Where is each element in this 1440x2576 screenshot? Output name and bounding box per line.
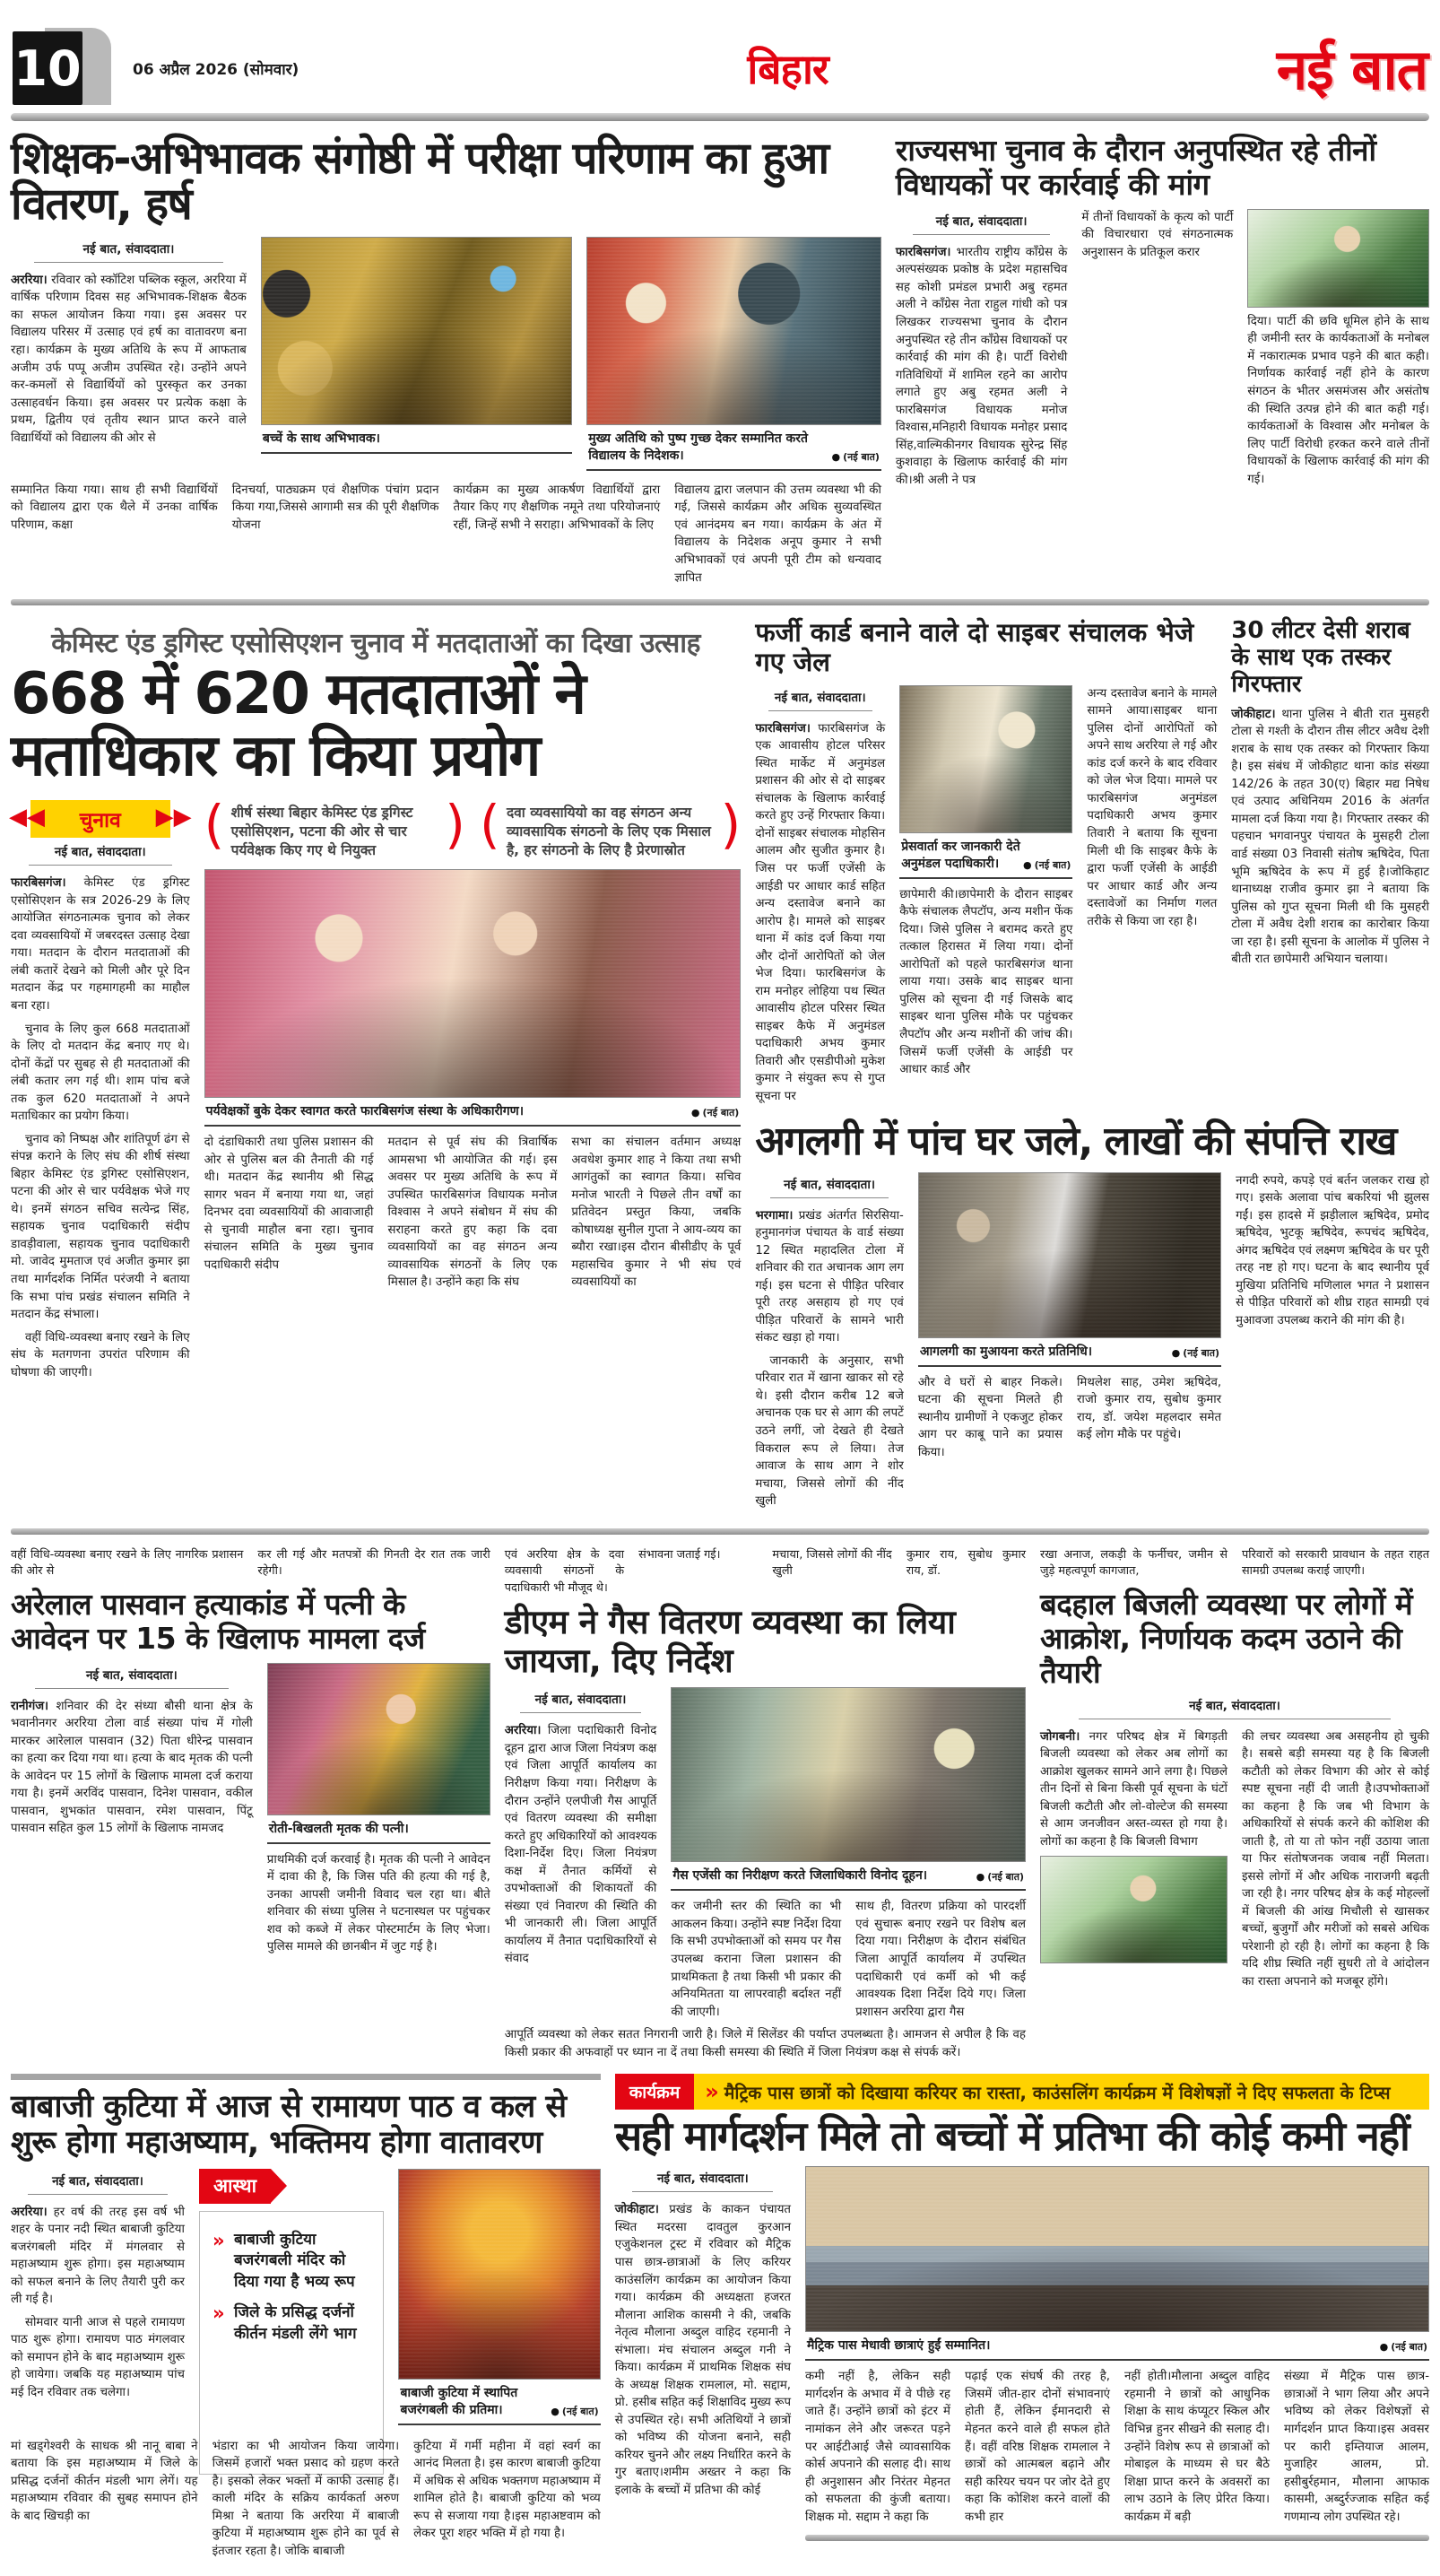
continuation-text: रखा अनाज, लकड़ी के फर्नीचर, जमीन से जुड़े महत्वपूर्ण कागजात,: [1040, 1547, 1227, 1579]
photo-caption: आगलगी का मुआयना करते प्रतिनिधि।: [919, 1344, 1093, 1359]
pull-quote: ( दवा व्यवसायियो का वह संगठन अन्य व्यावसायिक संगठनो के लिए एक मिसाल है, हर संगठनो के लिए है प्रेरणास्रोत ): [480, 800, 741, 860]
article-lede: प्रखंड अंतर्गत सिरसिया-हनुमानगंज पंचायत के वार्ड संख्या 12 स्थित महादलित टोला में शनिवार की रात अचानक आग लग गई। इस घटना से पीड़ित परिवार पूरी तरह असहाय हो गए एवं पीड़ित परिवारों के सामने भारी संकट खड़ा हो गया।: [755, 1208, 904, 1345]
dateline: जोकीहाट।: [614, 2203, 659, 2217]
photo-caption: प्रेसवार्ता कर जानकारी देते अनुमंडल पदाधिकारी।: [901, 839, 1020, 871]
article-headline: शिक्षक-अभिभावक संगोष्ठी में परीक्षा परिणाम का हुआ वितरण, हर्ष: [11, 133, 828, 231]
photo-block: [586, 237, 881, 478]
continuation-text: परिवारों को सरकारी प्रावधान के तहत राहत सामग्री उपलब्ध कराई जाएगी।: [1242, 1547, 1429, 1579]
article-column: [1242, 1728, 1429, 1991]
article-column: [1247, 209, 1429, 494]
photo-credit: ● (नई बात): [551, 2405, 599, 2417]
article-column: नहीं होती।मौलाना अब्दुल वाहिद रहमानी ने छात्रों को आधुनिक शिक्षा के साथ कंप्यूटर स्किल और विभिन्न हुनर सीखने की सलाह दी। उन्होंने विशेष रूप से छात्राओं को मोबाइल के माध्यम से घर बैठे शिक्षा प्राप्त करने के अवसरों का लाभ उठाने के लिए प्रेरित किया। कार्यक्रम में बड़ी: [1124, 2370, 1270, 2524]
article-column: [1040, 1728, 1227, 1991]
continuation-text: एवं अररिया क्षेत्र के दवा व्यवसायी संगठनों के पदाधिकारी भी मौजूद थे।: [504, 1547, 625, 1595]
article-column: प्राथमिकी दर्ज करवाई है। मृतक की पत्नी ने आवेदन में दावा की है, कि जिस पति की हत्या की गई है, उनका आपसी जमीनी विवाद चल रहा था। बीते शनिवार की संध्या पुलिस ने घटनास्थल पर पहुंचकर शव को कब्जे में लेकर पोस्टमार्टम के लिए भेजा। पुलिस मामले की छानबीन में जुट गई है।: [266, 1852, 490, 1954]
credit-bullet-icon: ●: [1023, 858, 1032, 871]
photo-block: [671, 1687, 1026, 2021]
photo-credit: ● (नई बात): [1171, 1346, 1220, 1359]
article-lede: भारतीय राष्ट्रीय काँग्रेस के अल्पसंख्यक प्रकोष्ठ के प्रदेश महासचिव सह कोशी प्रमंडल प्रभारी अबु रहमत अली ने काँग्रेस नेता राहुल गांधी को पत्र लिखकर राज्यसभा चुनाव के दौरान अनुपस्थित रहे तीन काँग्रेस विधायकों पर कार्रवाई की मांग की है। पार्टी विरोधी गतिविधियों में शामिल रहने का आरोप लगाते हुए अबु रहमत अली ने फारबिसगंज विधायक मनोज विश्वास,मनिहारी विधायक मनोहर प्रसाद सिंह,वाल्मिकीनगर विधायक सुरेन्द्र सिंह कुशवाहा के खिलाफ कार्रवाई की मांग की।श्री अली ने पत्र: [895, 245, 1068, 487]
article-career-counselling: [615, 2074, 1429, 2560]
article-main-block: [204, 800, 742, 1387]
byline: नई बात, संवाददाता।: [770, 1176, 889, 1198]
article-bottom-bar: [805, 2535, 1429, 2541]
photo-caption: मैट्रिक पास मेधावी छात्राएं हुईं सम्मानित।: [807, 2338, 991, 2354]
photo-caption: रोती-बिखलती मृतक की पत्नी।: [268, 1821, 409, 1836]
article-headline: बाबाजी कुटिया में आज से रामायण पाठ व कल से शुरू होगा महाअष्याम, भक्तिमय होगा वातावरण: [11, 2089, 567, 2162]
strap-headline: केमिस्ट एंड ड्रगिस्ट एसोसिएशन चुनाव में मतदाताओं का दिखा उत्साह: [51, 628, 700, 660]
article-column: कमी नहीं है, लेकिन सही मार्गदर्शन के अभाव में वे पीछे रह जाते हैं। उन्होंने छात्रों को इंटर में नामांकन लेने और जरूरत पड़ने पर आईटीआई जैसे व्यावसायिक कोर्स अपनाने की सलाह दी। साथ ही अनुशासन और निरंतर मेहनत को सफलता की कुंजी बताया। शिक्षक मो. सद्दाम ने कहा कि: [805, 2370, 950, 2524]
article-column: और वे घरों से बाहर निकले। घटना की सूचना मिलते ही स्थानीय ग्रामीणों ने एकजुट होकर आग पर काबू पाने का प्रयास किया।: [917, 1375, 1063, 1459]
masthead-logo: नई बात: [1276, 37, 1427, 102]
page-date: 06 अप्रैल 2026 (सोमवार): [133, 60, 299, 79]
article-text: चुनाव को निष्पक्ष और शांतिपूर्ण ढंग से संपन्न कराने के लिए संघ की शीर्ष संस्था बिहार केमिस्ट एंड ड्रगिस्ट एसोसिएशन, पटना की ओर से चार पर्यवेक्षक भेजे गए थे। इनमें संगठन सचिव सत्येन्द्र सिंह, सहायक चुनाव पदाधिकारी संदीप डावड़ीवाला, सहायक चुनाव पदाधिकारी मो. जावेद मुमताज एवं अजीत कुमार झा तथा मार्गदर्शक निर्मित परंजयी ने बताया कि सभा पांच प्रखंड संचालन समिति ने मतदान केंद्र संभाला।: [11, 1132, 190, 1322]
article-column: [1087, 685, 1217, 1111]
observers-welcome-photo: [204, 869, 742, 1098]
article-text: जानकारी के अनुसार, सभी परिवार रात में खाना खाकर सो रहे थे। इसी दौरान करीब 12 बजे अचानक एक घर से आग की लपटें उठने लगीं, जो देखते ही देखते विकराल रूप ले लिया। तेज आवाज के साथ आग ने शोर मचाया, जिससे लोगों की नींद खुली: [755, 1353, 904, 1509]
article-headline: अगलगी में पांच घर जले, लाखों की संपत्ति राख: [755, 1118, 1396, 1165]
article-column: मतदान से पूर्व संघ की त्रिवार्षिक आमसभा भी आयोजित की गई। इस अवसर पर मुख्य अतिथि के रूप में उपस्थित फारबिसगंज विधायक मनोज विश्वास ने अपने संबोधन में संघ की सराहना करते हुए कहा कि दवा व्यवसायियों का वह संगठन अन्य व्यावसायिक संगठनों के लिए एक मिसाल है। उन्होंने कहा कि संघ: [387, 1136, 558, 1290]
article-column: [896, 209, 1067, 494]
article-column: पढ़ाई एक संघर्ष की तरह है, जिसमें जीत-हार दोनों संभावनाएं होती हैं, लेकिन ईमानदारी से मेहनत करने वाले ही सफल होते हैं। वहीं वरिष्ठ शिक्षक रामलाल ने छात्रों को आत्मबल बढ़ाने और सही करियर चयन पर जोर देते हुए कहा कि कोशिश करने वालों की कभी हार: [965, 2370, 1110, 2524]
band-bottom: [11, 2074, 1429, 2560]
article-column: [11, 1663, 253, 1956]
article-column: [11, 237, 247, 478]
kicker-label: कार्यक्रम: [615, 2074, 695, 2110]
page-header: [11, 30, 1429, 106]
byline: नई बात, संवाददाता।: [34, 240, 222, 263]
highlight-bullet: » बाबाजी कुटिया बजरंगबली मंदिर को दिया गया है भव्य रूप: [211, 2230, 372, 2293]
article-column: छापेमारी की।छापेमारी के दौरान साइबर कैफे संचालक लैपटॉप, अन्य मशीन फेंक दिया। जिसे पुलिस ने बरामद करते हुए तत्काल हिरासत में लिया गया। दोनों आरोपितों को पहले फारबिसगंज थाना लाया गया। उसके बाद साइबर थाना पुलिस को सूचना दी गई जिसके बाद साइबर थाना पुलिस मौके पर पहुंचकर लैपटॉप और अन्य मशीनों की जांच की। जिसमें फर्जी एजेंसी के आईडी पर आधार कार्ड और: [899, 887, 1073, 1077]
article-text: में तीनों विधायकों के कृत्य को पार्टी की विचारधारा एवं संगठनात्मक अनुशासन के प्रतिकूल करार: [1081, 210, 1234, 259]
article-column: कर जमीनी स्तर की स्थिति का भी आकलन किया। उन्होंने स्पष्ट निर्देश दिया कि सभी उपभोक्ताओं को समय पर गैस उपलब्ध कराना जिला प्रशासन की प्राथमिकता है तथा किसी भी प्रकार की अनियमितता या लापरवाही बर्दाश्त नहीं की जाएगी।: [671, 1900, 842, 2019]
congress-leader-photo: [1247, 209, 1429, 308]
highlight-bullet: » जिले के प्रसिद्ध दर्जनों कीर्तन मंडली लेंगे भाग: [211, 2302, 372, 2345]
band-divider: [11, 1528, 1429, 1535]
article-text: दिया। पार्टी की छवि धूमिल होने के साथ ही जमीनी स्तर के कार्यकताओं के मनोबल में नकारात्मक प्रभाव पड़ने की बात कही। निर्णायक कार्रवाई नहीं होने के कारण संगठन के भीतर असमंजस और असंतोष की स्थिति उत्पन्न होने की बात कही गई।कार्यकताओं के विश्वास और मनोबल के लिए पार्टी विरोधी हरकत करने वाले तीनों विधायकों के खिलाफ कार्रवाई की मांग की गई।: [1247, 314, 1429, 486]
article-headline: फर्जी कार्ड बनाने वाले दो साइबर संचालक भेजे गए जेल: [755, 617, 1194, 678]
band-top: [11, 134, 1429, 587]
article-fire: [755, 1118, 1429, 1515]
continuation-text: कुमार राय, सुबोध कुमार राय, डॉ.: [906, 1547, 1026, 1579]
photo-credit: ● (नई बात): [690, 1107, 740, 1119]
kicker: [615, 2074, 1429, 2110]
article-text: वहीं विधि-व्यवस्था बनाए रखने के लिए संघ के मतगणना उपरांत परिणाम की घोषणा की जाएगी।: [11, 1330, 190, 1379]
article-headline: 668 में 620 मतदाताओं ने मताधिकार का किया प्रयोग: [11, 661, 585, 790]
pull-quote: ( शीर्ष संस्था बिहार केमिस्ट एंड ड्रगिस्ट एसोसिएशन, पटना की ओर से चार पर्यवेक्षक किए गए थे नियुक्त ): [204, 800, 465, 860]
press-briefing-photo: [899, 685, 1072, 833]
article-column: दो दंडाधिकारी तथा पुलिस प्रशासन की ओर से पुलिस बल की तैनाती की गई थी। मतदान केंद्र स्थानीय श्री सिद्ध सागर भवन में बनाया गया था, जहां दिनभर दवा व्यवसायियों की आवाजाही से चुनावी माहौल बना रहा। चुनाव संचालन समिति के मुख्य चुनाव पदाधिकारी संदीप: [204, 1136, 374, 1272]
students-group-photo: [805, 2166, 1429, 2332]
article-chemist-election: [11, 618, 741, 1516]
article-column: सभा का संचालन वर्तमान अध्यक्ष अवधेश कुमार शाह ने किया तथा सभी आगंतुकों का स्वागत किया। सचिव मनोज भारती ने पिछले तीन वर्षों का प्रतिवेदन प्रस्तुत किया, जबकि कोषाध्यक्ष सुनील गुप्ता ने आय-व्यय का ब्यौरा रखा।इस दौरान बीसीडीए के पूर्व महासचिव कुमार ने भी संघ एवं व्यवसायियों का: [571, 1136, 742, 1290]
resident-photo: [1040, 1856, 1227, 1963]
byline: नई बात, संवाददाता।: [29, 843, 172, 866]
byline: नई बात, संवाददाता।: [632, 2170, 773, 2192]
photo-credit: ● (नई बात): [831, 450, 880, 463]
article-column: [755, 685, 885, 1111]
article-text: की लचर व्यवस्था अब असहनीय हो चुकी है। सबसे बड़ी समस्या यह है कि बिजली कटौती को लेकर विभाग की ओर से कोई स्पष्ट सूचना नहीं दी जाती है।उपभोक्ताओं का कहना है कि जब भी विभाग के अधिकारियों से संपर्क करने की कोशिश की जाती है, तो या तो फोन नहीं उठाया जाता या फिर संतोषजनक जवाब नहीं मिलता।इससे लोगों में और अधिक नाराजगी बढ़ती जा रही है। नगर परिषद क्षेत्र के कई मोहल्लों में बिजली की आंख मिचौली से खासकर बच्चों, बुजुर्गों और मरीजों को सबसे अधिक परेशानी हो रही है। लोगों का कहना है कि यदि शीघ्र स्थिति नहीं सुधरी तो वे आंदोलन का रास्ता अपनाने को मजबूर होंगे।: [1242, 1729, 1429, 1989]
byline: नई बात, संवाददाता।: [28, 2172, 167, 2195]
dateline: जोगबनी।: [1040, 1729, 1080, 1744]
article-column: विद्यालय द्वारा जलपान की उत्तम व्यवस्था भी की गई, जिससे कार्यक्रम और अधिक सुव्यवस्थित एवं आनंदमय बन गया। कार्यक्रम के अंत में विद्यालय के निदेशक अनूप कुमार ने सभी अभिभावकों एवं अपनी पूरी टीम को धन्यवाद ज्ञापित: [674, 483, 881, 585]
article-lede: फारबिसगंज के एक आवासीय होटल परिसर स्थित मार्केट में अनुमंडल प्रशासन की ओर से दो साइबर संचालक के खिलाफ कार्रवाई करते हुए उन्हें गिरफ्तार किया। दोनों साइबर संचालक मोहसिन आलम और सुजीत कुमार है। जिस पर फर्जी एजेंसी के आईडी पर आधार कार्ड सहित अन्य दस्तावेज बनाने का आरोप है। मामले को साइबर थाना में कांड दर्ज किया गया और दोनों आरोपितों को जेल भेज दिया। फारबिसगंज के राम मनोहर लोहिया पथ स्थित आवासीय होटल परिसर स्थित साइबर कैफे में अनुमंडल पदाधिकारी अभय कुमार तिवारी और एसडीपीओ मुकेश कुमार ने संयुक्त रूप से गुप्त सूचना पर: [755, 721, 886, 1103]
election-badge: ◀◀ चुनाव ▶▶: [30, 800, 170, 838]
dateline: अररिया।: [504, 1724, 542, 1738]
dateline: फारबिसगंज।: [755, 721, 811, 735]
photo-block: [267, 1663, 490, 1956]
article-headline: अरेलाल पासवान हत्याकांड में पत्नी के आवेदन पर 15 के खिलाफ मामला दर्ज: [11, 1586, 425, 1656]
header-divider: [11, 113, 1429, 121]
photo-credit: ● (नई बात): [1023, 858, 1071, 871]
dateline: फारबिसगंज।: [895, 245, 951, 259]
article-column: सम्मानित किया गया। साथ ही सभी विद्यार्थियों को विद्यालय द्वारा एक थैले में उनका वार्षिक परिणाम, कक्षा: [11, 483, 218, 532]
article-headline: सही मार्गदर्शन मिले तो बच्चों में प्रतिभा की कोई कमी नहीं: [614, 2112, 1410, 2161]
article-headline: राज्यसभा चुनाव के दौरान अनुपस्थित रहे तीनों विधायकों पर कार्रवाई की मांग: [895, 133, 1376, 202]
burnt-houses-photo: [918, 1172, 1221, 1338]
continuation-text: कर ली गई और मतपत्रों की गिनती देर रात तक जारी रहेगी।: [257, 1547, 490, 1579]
article-text: नगदी रुपये, कपड़े एवं बर्तन जलकर राख हो गए। इसके अलावा पांच बकरियां भी झुलस गईं। इस हादसे में झड़ीलाल ऋषिदेव, प्रमोद ऋषिदेव, भुटकू ऋषिदेव, रूपचंद ऋषिदेव, अंगद ऋषिदेव एवं लक्ष्मण ऋषिदेव के घर पूरी तरह नष्ट हो गए। घटना के बाद स्थानीय पूर्व मुखिया प्रतिनिधि मणिलाल भगत ने प्रशासन से पीड़ित परिवारों को शीघ्र राहत सामग्री एवं मुआवजा उपलब्ध कराने की मांग की है।: [1236, 1173, 1429, 1327]
article-lede: हर वर्ष की तरह इस वर्ष भी शहर के पनार नदी स्थित बाबाजी कुटिया बजरंगबली मंदिर में मंगलवार से महाअष्याम शुरू होगा। इस महाअष्याम को सफल बनाने के लिए तैयारी पुरी कर ली गई है।: [11, 2205, 185, 2307]
article-pta-meeting: [11, 134, 881, 587]
byline: नई बात, संवाददाता।: [35, 1667, 229, 1689]
band-middle: [11, 618, 1429, 1516]
article-column: [11, 800, 190, 1387]
article-murder-case: [11, 1547, 490, 2062]
photo-caption: मुख्य अतिथि को पुष्प गुच्छ देकर सम्मानित करते विद्यालय के निदेशक।: [588, 431, 809, 463]
photo-block: [899, 685, 1072, 1111]
article-lede: प्रखंड के काकन पंचायत स्थित मदरसा दावतुल कुरआन एजुकेशनल ट्रस्ट में रविवार को मैट्रिक पास छात्र-छात्राओं के लिए करियर काउंसलिंग कार्यक्रम का आयोजन किया गया। कार्यक्रम की अध्यक्षता हजरत मौलाना आशिक कासमी ने की, जबकि नेतृत्व मौलाना अब्दुल वाहिद रहमानी ने संभाला। मंच संचालन अब्दुल गनी ने किया। कार्यक्रम में प्राथमिक शिक्षक संघ के अध्यक्ष शिक्षक रामलाल, मो. सद्दाम, प्रो. हसीब सहित कई शिक्षाविद मुख्य रूप से उपस्थित रहे। सभी अतिथियों ने छात्रों को भविष्य की योजना बनाने, सही करियर चुनने और लक्ष्य निर्धारित करने के गुर बताए।शमीम अख्तर ने कहा कि इलाके के बच्चों में प्रतिभा की कोई: [614, 2203, 792, 2497]
article-liquor-arrest: [1231, 618, 1429, 1110]
children-parents-photo: [261, 237, 572, 425]
article-text: अन्य दस्तावेज बनाने के मामले सामने आया।साइबर थाना पुलिस दोनों आरोपितों को अपने साथ अररिया ले गई और कांड दर्ज करने के बाद रविवार को जेल भेज दिया। मामले पर फारबिसगंज अनुमंडल पदाधिकारी अभय कुमार तिवारी ने बताया कि सूचना मिली थी कि साइबर कैफे के द्वारा फर्जी एजेंसी के आईडी पर आधार कार्ड और अन्य दस्तावेजों का निर्माण गलत तरीके से किया जा रहा है।: [1087, 686, 1218, 928]
photo-credit: ● (नई बात): [1379, 2341, 1427, 2354]
continuation-text: मचाया, जिससे लोगों की नींद खुली: [772, 1547, 892, 1579]
article-text: चुनाव के लिए कुल 668 मतदाताओं के लिए दो मतदान केंद्र बनाए गए थे। दोनों केंद्रों पर सुबह से ही मतदाताओं की लंबी कतार लग गई थी। शाम पांच बजे तक कुल 620 मतदाताओं ने अपने मताधिकार का प्रयोग किया।: [11, 1022, 190, 1124]
kicker-text: मैट्रिक पास छात्रों को दिखाया करियर का रास्ता, काउंसलिंग कार्यक्रम में विशेषज्ञों ने दिए सफलता के टिप्स: [724, 2082, 1391, 2103]
continuation-text: वहीं विधि-व्यवस्था बनाए रखने के लिए नागरिक प्रशासन की ओर से: [11, 1547, 244, 1579]
article-column: आपूर्ति व्यवस्था को लेकर सतत निगरानी जारी है। जिले में सिलेंडर की पर्याप्त उपलब्धता है। आमजन से अपील है कि वह किसी प्रकार की अफवाहों पर ध्यान ना दें तथा किसी समस्या की स्थिति में जिला नियंत्रण कक्ष से संपर्क करें।: [504, 2028, 1026, 2059]
article-column: संख्या में मैट्रिक पास छात्र-छात्राओं ने भाग लिया और अपने भविष्य को लेकर विशेषज्ञों से मार्गदर्शन प्राप्त किया।इस अवसर पर कारी इम्तियाज आलम, मुजाहिर आलम, प्रो. हसीबुर्रहमान, मौलाना आफाक कासमी, अब्दुर्रज्जाक सहित कई गणमान्य लोग उपस्थित रहे।: [1284, 2370, 1429, 2524]
chief-guest-photo: [586, 237, 881, 425]
band-middle-right: [755, 618, 1429, 1516]
article-column: [615, 2166, 791, 2554]
article-column: भंडारा का भी आयोजन किया जायेगा। जिसमें हजारों भक्त प्रसाद को ग्रहण करते है। इसको लेकर भक्तों में काफी उत्साह हैं। काली मंदिर के सक्रिय कार्यकर्ता अरुण मिश्रा ने बताया कि अररिया में बाबाजी कुटिया में महाअष्याम शुरू होने का पूर्व से इंतजार रहता है। जोकि बाबाजी: [212, 2439, 400, 2558]
photo-block: [398, 2169, 600, 2432]
photo-block: [261, 237, 572, 478]
article-headline: डीएम ने गैस वितरण व्यवस्था का लिया जायजा, दिए निर्देश: [504, 1603, 956, 1680]
article-column: दिनचर्या, पाठ्यक्रम एवं शैक्षणिक पंचांग प्रदान किया गया,जिससे आगामी सत्र की पूरी शैक्षणिक योजना: [231, 483, 439, 532]
dateline: जोकीहाट।: [1231, 707, 1276, 721]
byline: नई बात, संवाददाता।: [768, 689, 872, 711]
dateline: भरगामा।: [755, 1208, 794, 1223]
article-column: मिथलेश साह, उमेश ऋषिदेव, राजो कुमार राय, सुबोध कुमार राय, डॉ. जयेश महलदार समेत कई लोग मौके पर पहुंचे।: [1076, 1375, 1222, 1442]
article-mla-action: [896, 134, 1429, 587]
article-dm-gas-inspection: [505, 1547, 1026, 2062]
article-headline: 30 लीटर देसी शराब के साथ एक तस्कर गिरफ्तार: [1231, 617, 1410, 698]
article-column: मां खड्गेश्वरी के साधक श्री नानू बाबा ने बताया कि इस महाअष्याम में जिले के प्रसिद्ध दर्जनों कीर्तन मंडली भाग लेगें। यह महाअष्याम रविवार की सुबह समापन होने के बाद खिचड़ी का: [11, 2439, 198, 2523]
article-mahashtyam: [11, 2074, 601, 2560]
section-title: बिहार: [747, 45, 828, 93]
credit-bullet-icon: ●: [976, 1871, 985, 1884]
article-body: थाना पुलिस ने बीती रात मुसहरी टोला से गश्ती के दौरान तीस लीटर अवैध देशी शराब के साथ एक तस्कर को गिरफ्तार किया है। इस संबंध में जोकीहाट थाना कांड संख्या 142/26 के तहत 30(ए) बिहार मद्य निषेध एवं उत्पाद अधिनियम 2016 के अंतर्गत मामला दर्ज किया गया है। गिरफ्तार तस्कर की पहचान भगवानपुर पंचायत के मुसहरी टोला वार्ड संख्या 03 निवासी संतोष ऋषिदेव, पिता भूमि ऋषिदेव के रूप में हुई है।जोकिहाट थानाध्यक्ष राजीव कुमार झा ने बताया कि पुलिस को गुप्त सूचना मिली थी कि मुसहरी टोला में अवैध देशी शराब का कारोबार किया जा रहा है। इसी सूचना के आलोक में पुलिस ने बीती रात छापेमारी अभियान चलाया।: [1231, 707, 1429, 967]
article-lede: रविवार को स्कॉटिश पब्लिक स्कूल, अररिया में वार्षिक परिणाम दिवस सह अभिभावक-शिक्षक बैठक का सफल आयोजन किया गया। इस अवसर पर विद्यालय परिसर में उत्साह एवं हर्ष का वातावरण बना रहा। कार्यक्रम के मुख्य अतिथि के रूप में आफताब अजीम उर्फ पप्पू अजीम उपस्थित रहे। उन्होंने अपने कर-कमलों से विद्यार्थियों को पुरस्कृत कर उनका उत्साहवर्धन किया। इस अवसर पर प्रत्येक कक्षा के प्रथम, द्वितीय एवं तृतीय स्थान प्राप्त करने वाले विद्यार्थियों को विद्यालय की ओर से: [11, 273, 247, 445]
byline: नई बात, संवाददाता।: [1079, 1697, 1390, 1719]
article-lede: शनिवार की देर संध्या बौसी थाना क्षेत्र के भवानीनगर अररिया टोला वार्ड संख्या पांच में गोली मारकर आरेलाल पासवान (32) पिता धीरेन्द्र पासवान का हत्या कर दिया गया था। हत्या के बाद मृतक की पत्नी के आवेदन पर 15 लोगों के खिलाफ मामला दर्ज कराया गया है। इनमें अरविंद पासवान, दिनेश पासवान, वकील पासवान, शुभकांत पासवान, रमेश पासवान, पिंटू पासवान सहित कुल 15 लोगों के खिलाफ नामजद: [11, 1699, 253, 1836]
grieving-widow-photo: [267, 1663, 490, 1815]
article-cyber-arrest: [755, 618, 1217, 1110]
article-column: [1081, 209, 1233, 494]
article-lede: नगर परिषद क्षेत्र में बिगड़ती बिजली व्यवस्था को लेकर अब लोगों का आक्रोश खुलकर सामने आने लगा है। पिछले तीन दिनों से बिना किसी पूर्व सूचना के घंटों बिजली कटौती और लो-वोल्टेज की समस्या से आम जनजीवन अस्त-व्यस्त हो गया है। लोगों का कहना है कि बिजली विभाग: [1040, 1729, 1227, 1849]
article-lede: जिला पदाधिकारी विनोद दूहन द्वारा आज जिला नियंत्रण कक्ष एवं जिला आपूर्ति कार्यालय का निरीक्षण किया गया। निरीक्षण के दौरान उन्होंने एलपीजी गैस आपूर्ति एवं वितरण व्यवस्था की समीक्षा करते हुए अधिकारियों को आवश्यक दिशा-निर्देश दिए। जिला नियंत्रण कक्ष में तैनात कर्मियों से उपभोक्ताओं की शिकायतों की संख्या एवं निवारण की स्थिति की भी जानकारी ली। जिला आपूर्ति कार्यालय में तैनात पदाधिकारियों से संवाद: [504, 1724, 657, 1966]
article-headline: बदहाल बिजली व्यवस्था पर लोगों में आक्रोश, निर्णायक कदम उठाने की तैयारी: [1040, 1586, 1413, 1690]
article-column: [11, 2169, 185, 2432]
credit-bullet-icon: ●: [690, 1107, 700, 1119]
byline: नई बात, संवाददाता।: [913, 213, 1050, 235]
article-column: साथ ही, वितरण प्रक्रिया को पारदर्शी एवं सुचारू बनाए रखने पर विशेष बल दिया गया। निरीक्षण के दौरान संबंधित जिला आपूर्ति कार्यालय में उपस्थित पदाधिकारी एवं कर्मी को भी कई आवश्यक दिशा निर्देश दिये गए। जिला प्रशासन अररिया द्वारा गैस: [855, 1900, 1026, 2019]
photo-block: [805, 2166, 1429, 2554]
dateline: अररिया।: [11, 2205, 48, 2219]
article-column: [755, 1172, 904, 1516]
dateline: रानीगंज।: [11, 1699, 49, 1713]
page-number: 10: [13, 31, 82, 105]
photo-caption: बाबाजी कुटिया में स्थापित बजरंगबली की प्रतिमा।: [400, 2385, 518, 2417]
article-text: सोमवार यानी आज से पहले रामायण पाठ शुरू होगा। रामायण पाठ मंगलवार को समापन होने के बाद महाअष्याम शुरू हो जायेगा। जबकि यह महाअष्याम पांच मई दिन रविवार तक चलेगा।: [11, 2315, 185, 2399]
faith-highlight-box: [199, 2169, 384, 2432]
bajrangbali-idol-photo: [398, 2169, 600, 2380]
credit-bullet-icon: ●: [551, 2405, 560, 2417]
article-column: कुटिया में गर्मी महीना में वहां स्वर्ग का आनंद मिलता है। इस कारण बाबाजी कुटिया में अधिक से अधिक भक्तगण महाअष्याम में शामिल होते है। बाबाजी कुटिया को भव्य रूप से सजाया गया है।इस महाअष्टवाम को लेकर पूरा शहर भक्ति में हो गया है।: [413, 2439, 601, 2541]
dateline: अररिया।: [11, 273, 48, 287]
photo-caption: बच्चें के साथ अभिभावक।: [262, 431, 380, 446]
faith-badge: आस्था: [199, 2169, 271, 2204]
continuation-text: संभावना जताई गई।: [638, 1547, 721, 1562]
chevron-right-icon: »: [705, 2079, 716, 2105]
byline: नई बात, संवाददाता।: [520, 1691, 642, 1713]
dateline: फारबिसगंज।: [11, 876, 66, 891]
photo-caption: गैस एजेंसी का निरीक्षण करते जिलाधिकारी विनोद दूहन।: [672, 1868, 928, 1884]
photo-block: [918, 1172, 1221, 1516]
credit-bullet-icon: ●: [831, 450, 841, 463]
photo-caption: पर्यवेक्षकों बुके देकर स्वागत करते फारबिसगंज संस्था के अधिकारीगण।: [205, 1104, 525, 1119]
page-number-tab: [13, 31, 299, 105]
band-divider: [11, 599, 1429, 605]
photo-credit: ● (नई बात): [976, 1871, 1024, 1884]
article-column: [505, 1687, 657, 2021]
article-column: [1236, 1172, 1429, 1516]
band-lower: [11, 1547, 1429, 2062]
gas-agency-inspection-photo: [671, 1687, 1026, 1862]
article-lede: केमिस्ट एंड ड्रगिस्ट एसोसिएशन के सत्र 2026-29 के लिए आयोजित संगठनात्मक चुनाव को लेकर दवा व्यवसायियों में जबरदस्त उत्साह देखा गया। मतदान के दौरान मतदाताओं की लंबी कतारें देखने को मिली और पूरे दिन मतदान केंद्र पर गहमागहमी का माहौल बना रहा।: [11, 876, 190, 1013]
credit-bullet-icon: ●: [1171, 1346, 1181, 1359]
credit-bullet-icon: ●: [1379, 2341, 1389, 2354]
article-column: कार्यक्रम का मुख्य आकर्षण विद्यार्थियों द्वारा तैयार किए गए शैक्षणिक नमूने तथा परियोजनाएं रहीं, जिन्हें सभी ने सराहा। अभिभावकों के लिए: [453, 483, 661, 532]
article-electricity-outrage: [1040, 1547, 1429, 2062]
